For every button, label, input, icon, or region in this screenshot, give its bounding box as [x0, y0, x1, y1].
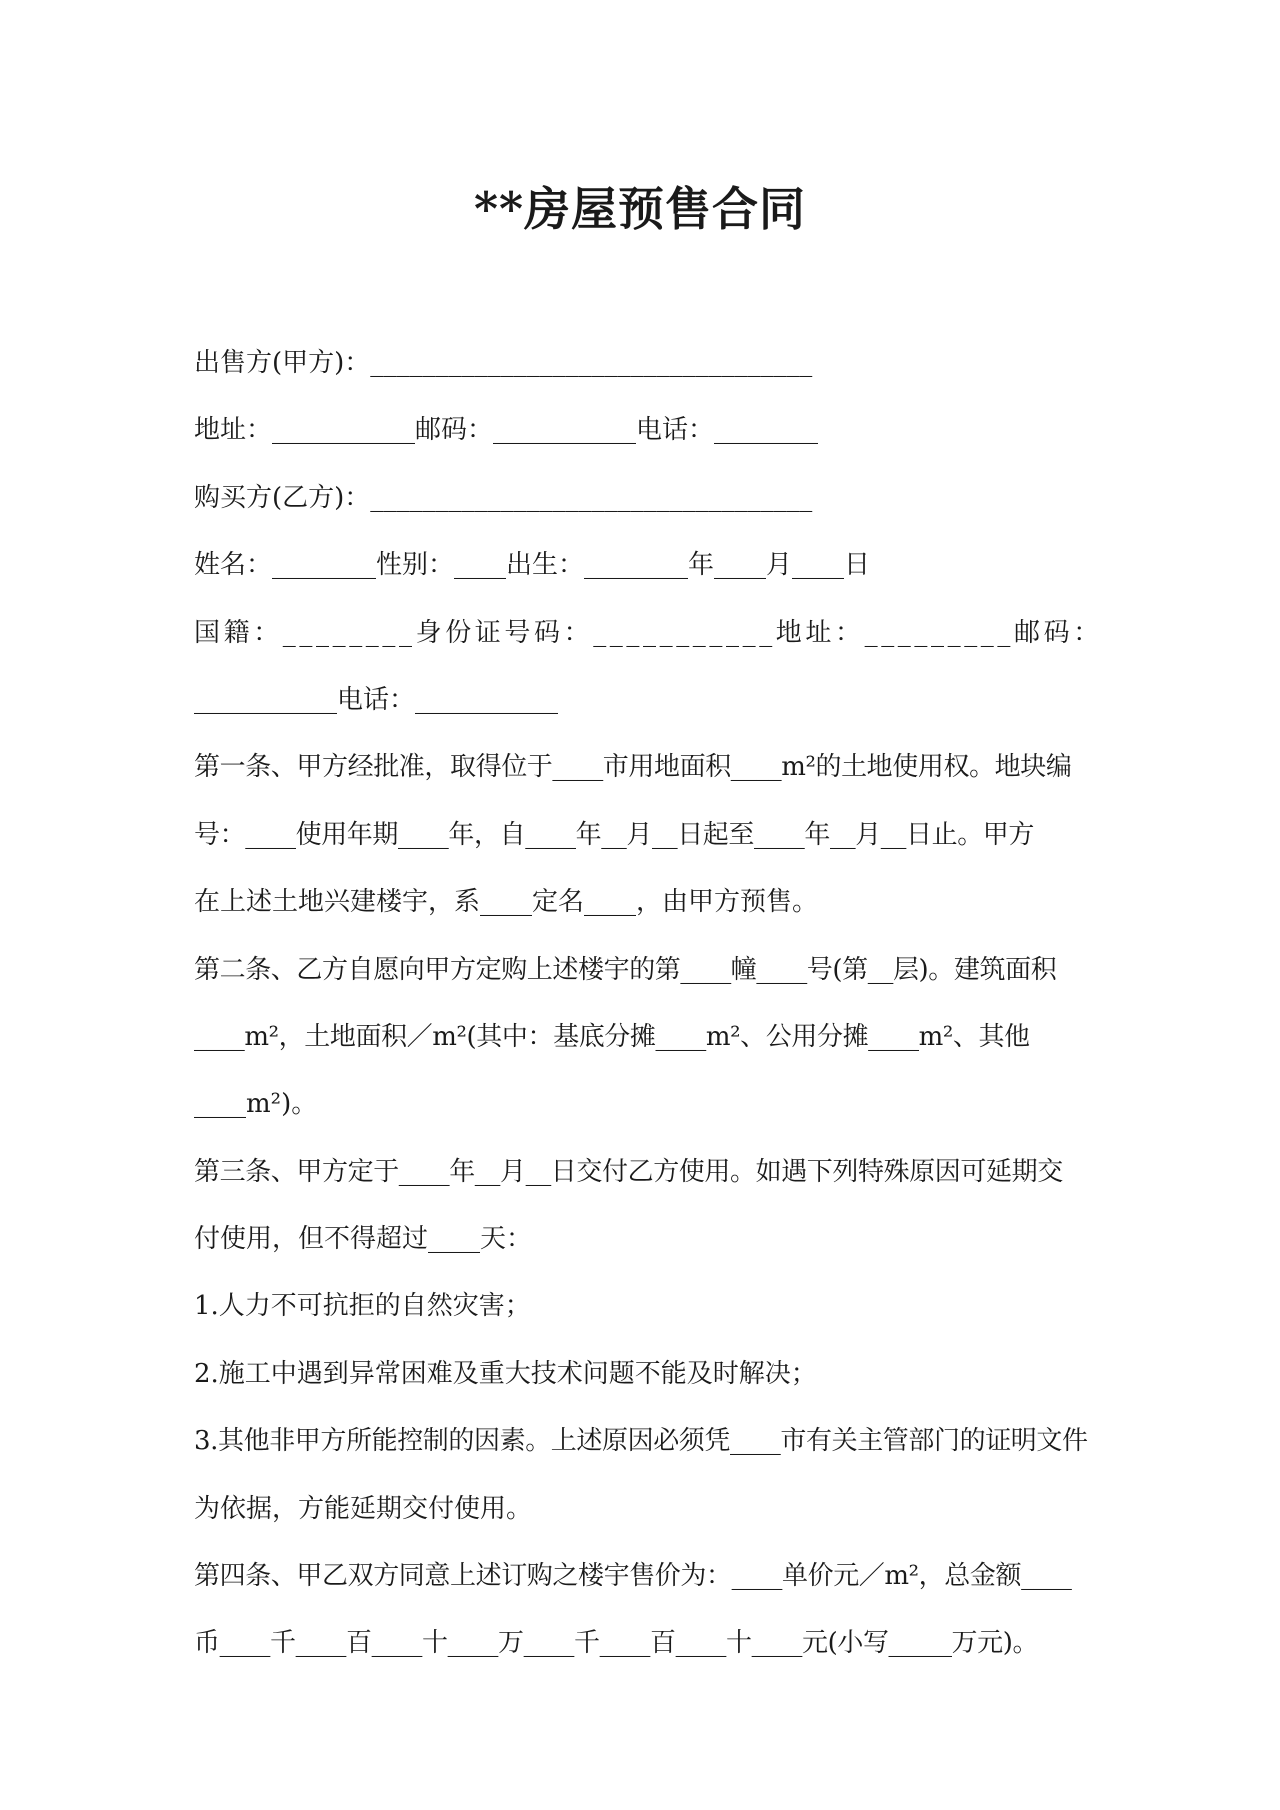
- article-3-item-2: 2.施工中遇到异常困难及重大技术问题不能及时解决；: [194, 1358, 817, 1389]
- seller-address-line: 地址：___________邮码：___________电话：________: [194, 415, 819, 446]
- buyer-id-line: 国籍：________身份证号码：___________地址：_________邮码：: [194, 617, 1103, 648]
- article-4-line-2: 币____千____百____十____万____千____百____十____元(小写_____万元)。: [194, 1628, 1039, 1659]
- article-3-line-2: 付使用，但不得超过____天：: [194, 1224, 533, 1255]
- article-1-line-2: 号：____使用年期____年，自____年__月__日起至____年__月__日止。甲方: [194, 819, 1035, 850]
- article-1-line-1: 第一条、甲方经批准，取得位于____市用地面积____m²的土地使用权。地块编: [194, 752, 1072, 783]
- article-2-line-3: ____m²)。: [194, 1089, 318, 1120]
- article-3-line-1: 第三条、甲方定于____年__月__日交付乙方使用。如遇下列特殊原因可延期交: [194, 1156, 1063, 1187]
- article-1-line-3: 在上述土地兴建楼宇，系____定名____，由甲方预售。: [194, 887, 819, 918]
- article-2-line-2: ____m²，土地面积／m²(其中：基底分摊____m²、公用分摊____m²、其他: [194, 1021, 1030, 1052]
- buyer-phone-line: ___________电话：___________: [194, 684, 559, 715]
- seller-line: 出售方(甲方)：__________________________________: [194, 348, 813, 378]
- article-3-item-3-cont: 为依据，方能延期交付使用。: [194, 1493, 533, 1524]
- article-2-line-1: 第二条、乙方自愿向甲方定购上述楼宇的第____幢____号(第__层)。建筑面积: [194, 954, 1057, 985]
- article-3-item-3: 3.其他非甲方所能控制的因素。上述原因必须凭____市有关主管部门的证明文件: [194, 1426, 1088, 1457]
- buyer-line: 购买方(乙方)：__________________________________: [194, 482, 813, 513]
- page-title: **房屋预售合同: [473, 182, 807, 236]
- article-4-line-1: 第四条、甲乙双方同意上述订购之楼宇售价为：____单价元／m²，总金额____: [194, 1561, 1072, 1592]
- buyer-personal-line: 姓名：________性别：____出生：________年____月____日: [194, 550, 871, 581]
- article-3-item-1: 1.人力不可抗拒的自然灾害；: [194, 1291, 531, 1322]
- contract-body: [194, 330, 1103, 1678]
